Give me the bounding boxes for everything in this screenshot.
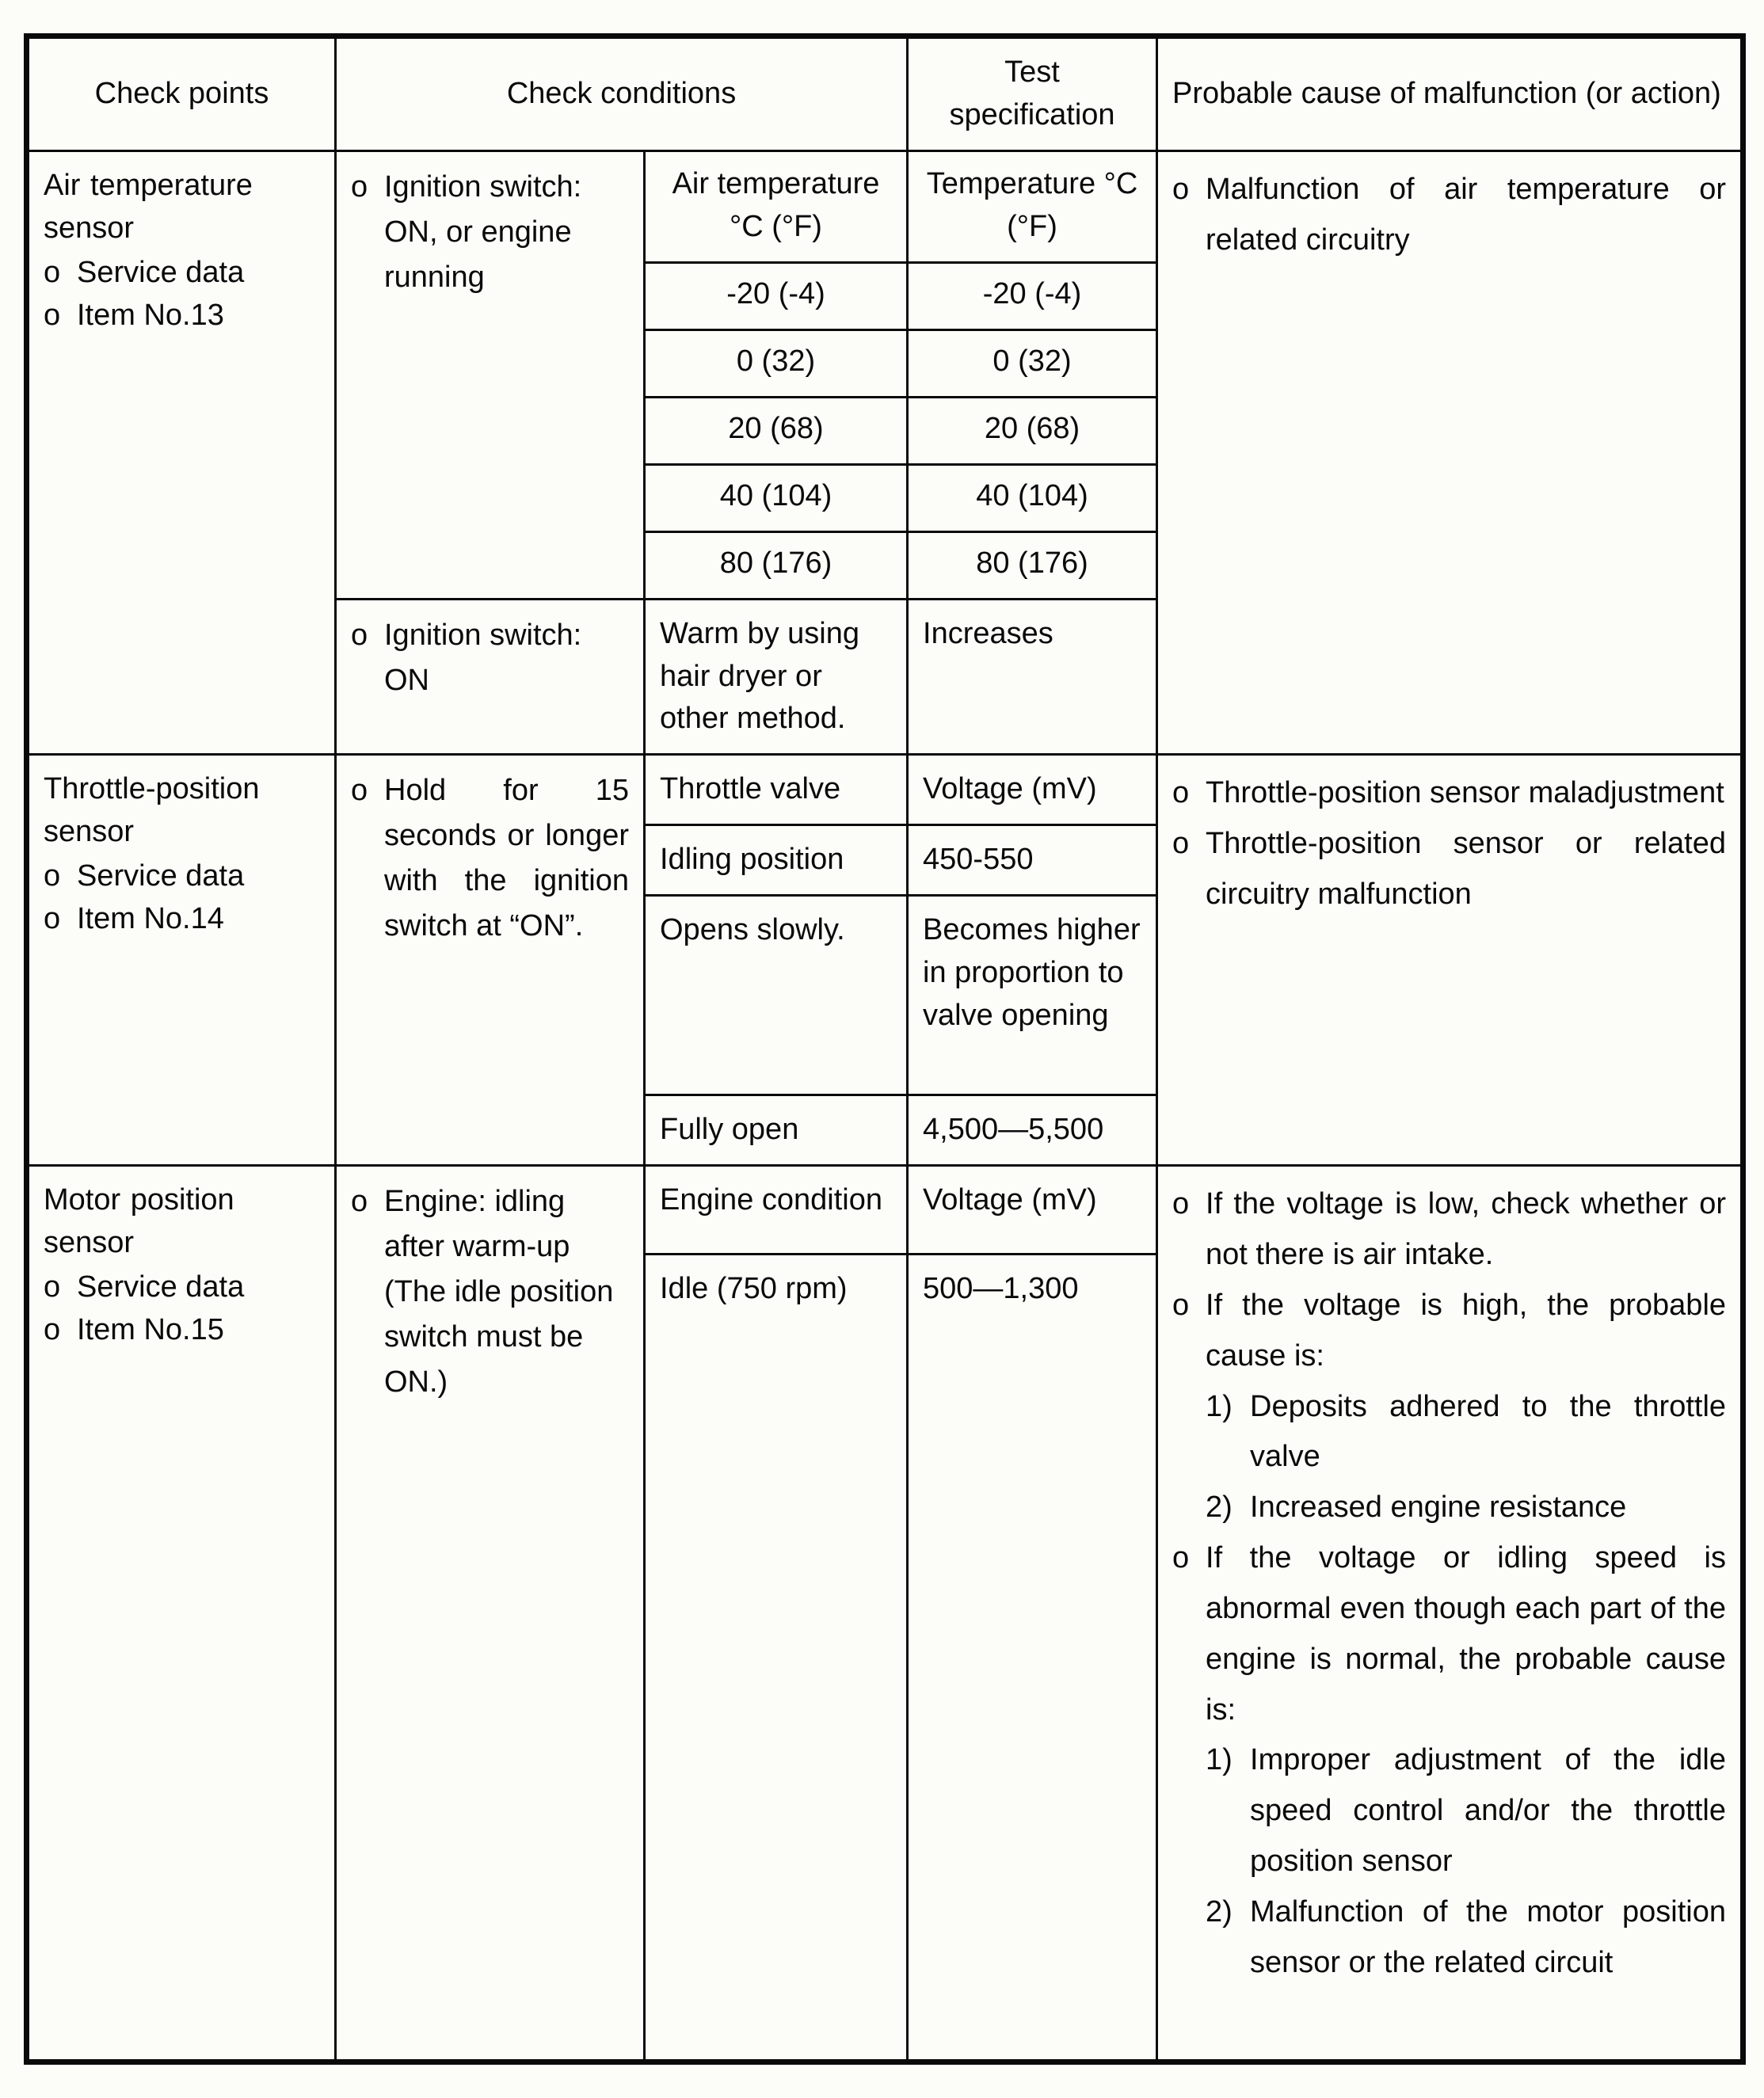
- bullet-marker: o: [351, 618, 368, 652]
- cause-text: Malfunction of air temperature or related circuitry: [1206, 172, 1727, 257]
- bullet-text: Item No.15: [77, 1313, 224, 1347]
- measure-condition-value: 20 (68): [645, 397, 908, 464]
- cause-subtext: Malfunction of the motor position sensor or the related circuit: [1250, 1894, 1727, 1979]
- bullet-marker: o: [44, 1270, 61, 1304]
- check-point-bullet: [44, 898, 320, 941]
- measure-spec-value: -20 (-4): [908, 262, 1157, 329]
- cause-item: [1172, 819, 1726, 920]
- throttle-row-1: [27, 755, 1743, 825]
- airtemp-warm-spec-cell: Increases: [908, 599, 1157, 755]
- bullet-marker: o: [1172, 1187, 1190, 1221]
- airtemp-condition-2-cell: [336, 599, 645, 755]
- check-point-title: Air temperature sensor: [44, 168, 253, 245]
- airtemp-measure-header-spec: Temperature °C (°F): [908, 150, 1157, 262]
- condition-bullet: [351, 768, 629, 949]
- check-point-title: Throttle-position sensor: [44, 772, 260, 849]
- cause-item: [1172, 1179, 1726, 1281]
- measure-spec-value: 0 (32): [908, 329, 1157, 397]
- bullet-text: Item No.13: [77, 298, 224, 332]
- bullet-text: Service data: [77, 859, 245, 893]
- cause-subitem: [1206, 1483, 1726, 1533]
- motor-measure-condition: Engine condition: [645, 1166, 908, 1255]
- airtemp-check-points-cell: [27, 150, 336, 755]
- diagnostic-table: [24, 33, 1746, 2065]
- condition-text: Hold for 15 seconds or longer with the ignition switch at “ON”.: [384, 774, 629, 943]
- measure-spec-value: 40 (104): [908, 464, 1157, 531]
- header-probable-cause: Probable cause of malfunction (or action): [1157, 36, 1743, 151]
- condition-bullet: [351, 613, 629, 703]
- bullet-marker: o: [44, 255, 61, 289]
- measure-spec-value: 80 (176): [908, 531, 1157, 599]
- header-check-conditions: Check conditions: [336, 36, 908, 151]
- airtemp-warm-method-cell: Warm by using hair dryer or other method.: [645, 599, 908, 755]
- check-point-bullet: [44, 1266, 320, 1309]
- bullet-text: Item No.14: [77, 902, 224, 936]
- cause-item: [1172, 768, 1726, 819]
- bullet-marker: o: [351, 169, 368, 204]
- bullet-marker: o: [351, 774, 368, 808]
- bullet-marker: o: [1172, 1541, 1190, 1575]
- cause-item: [1172, 165, 1726, 266]
- airtemp-row-1: [27, 150, 1743, 262]
- motor-measure-condition: Idle (750 rpm): [645, 1255, 908, 2062]
- condition-text: Ignition switch: ON: [384, 618, 582, 697]
- bullet-marker: o: [1172, 827, 1190, 861]
- condition-bullet: [351, 1179, 629, 1405]
- condition-text: Ignition switch: ON, or engine running: [384, 169, 582, 294]
- cause-subtext: Increased engine resistance: [1250, 1491, 1627, 1525]
- bullet-text: Service data: [77, 255, 245, 289]
- throttle-measure-condition: Throttle valve: [645, 755, 908, 825]
- bullet-marker: o: [1172, 172, 1190, 206]
- motor-probable-cause-cell: [1157, 1166, 1743, 2062]
- cause-text: If the voltage is low, check whether or not there is air intake.: [1206, 1187, 1727, 1272]
- bullet-marker: o: [1172, 776, 1190, 810]
- throttle-measure-spec: 450-550: [908, 825, 1157, 896]
- motor-check-points-cell: [27, 1166, 336, 2062]
- cause-subtext: Deposits adhered to the throttle valve: [1250, 1389, 1727, 1474]
- number-marker: 2): [1206, 1894, 1233, 1929]
- bullet-marker: o: [351, 1185, 368, 1219]
- bullet-text: Service data: [77, 1270, 245, 1304]
- motor-measure-spec: Voltage (mV): [908, 1166, 1157, 1255]
- cause-text: Throttle-position sensor or related circuitry malfunction: [1206, 827, 1727, 912]
- bullet-marker: o: [44, 1313, 61, 1347]
- cause-subtext: Improper adjustment of the idle speed control and/or the throttle position sensor: [1250, 1743, 1727, 1879]
- throttle-check-points-cell: [27, 755, 336, 1166]
- condition-text: Engine: idling after warm-up (The idle position switch must be ON.): [384, 1185, 614, 1399]
- cause-text: Throttle-position sensor maladjustment: [1206, 776, 1724, 810]
- bullet-marker: o: [44, 859, 61, 893]
- motor-row-1: [27, 1166, 1743, 1255]
- check-point-bullet: [44, 252, 320, 295]
- throttle-measure-condition: Opens slowly.: [645, 896, 908, 1095]
- header-row: [27, 36, 1743, 151]
- throttle-probable-cause-cell: [1157, 755, 1743, 1166]
- throttle-measure-spec: Becomes higher in proportion to valve opening: [908, 896, 1157, 1095]
- cause-text: If the voltage is high, the probable cause is:: [1206, 1288, 1727, 1373]
- cause-subitem: [1206, 1382, 1726, 1483]
- bullet-marker: o: [44, 298, 61, 332]
- throttle-measure-spec: Voltage (mV): [908, 755, 1157, 825]
- number-marker: 2): [1206, 1491, 1233, 1525]
- measure-spec-value: 20 (68): [908, 397, 1157, 464]
- airtemp-measure-header-condition: Air temperature °C (°F): [645, 150, 908, 262]
- throttle-condition-cell: [336, 755, 645, 1166]
- cause-item: [1172, 1533, 1726, 1735]
- cause-subitem: [1206, 1735, 1726, 1887]
- measure-condition-value: -20 (-4): [645, 262, 908, 329]
- motor-condition-cell: [336, 1166, 645, 2062]
- throttle-measure-condition: Fully open: [645, 1095, 908, 1166]
- motor-measure-spec: 500—1,300: [908, 1255, 1157, 2062]
- check-point-bullet: [44, 1309, 320, 1352]
- airtemp-condition-1-cell: [336, 150, 645, 599]
- condition-bullet: [351, 165, 629, 300]
- cause-item: [1172, 1281, 1726, 1382]
- number-marker: 1): [1206, 1743, 1233, 1777]
- measure-condition-value: 40 (104): [645, 464, 908, 531]
- bullet-marker: o: [44, 902, 61, 936]
- measure-condition-value: 80 (176): [645, 531, 908, 599]
- check-point-bullet: [44, 295, 320, 337]
- check-point-bullet: [44, 855, 320, 898]
- throttle-measure-condition: Idling position: [645, 825, 908, 896]
- check-point-title: Motor position sensor: [44, 1183, 234, 1260]
- cause-text: If the voltage or idling speed is abnormal even though each part of the engine is normal, the probable cause is:: [1206, 1541, 1727, 1727]
- bullet-marker: o: [1172, 1288, 1190, 1322]
- header-check-points: Check points: [27, 36, 336, 151]
- header-test-specification: Test specification: [908, 36, 1157, 151]
- measure-condition-value: 0 (32): [645, 329, 908, 397]
- throttle-measure-spec: 4,500—5,500: [908, 1095, 1157, 1166]
- airtemp-probable-cause-cell: [1157, 150, 1743, 755]
- cause-subitem: [1206, 1887, 1726, 1989]
- number-marker: 1): [1206, 1389, 1233, 1423]
